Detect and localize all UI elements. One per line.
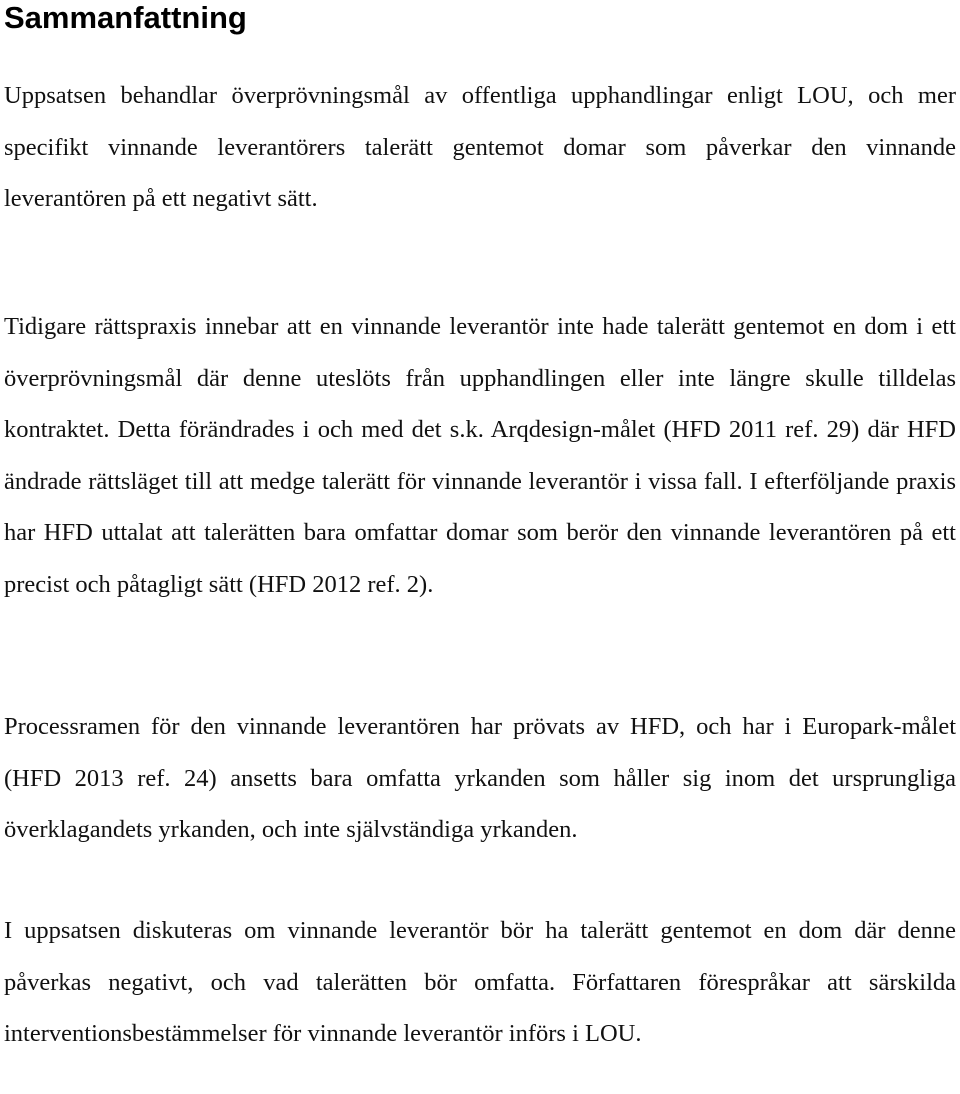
paragraph-3: Processramen för den vinnande leverantören har prövats av HFD, och har i Europark-målet (HFD 2013 ref. 24) ansetts bara omfatta yrkanden som håller sig inom det ursprungliga överklagandets yrkanden, och inte självständiga yrkanden.: [4, 713, 956, 843]
paragraph-4: I uppsatsen diskuteras om vinnande leverantör bör ha talerätt gentemot en dom där denne påverkas negativt, och vad talerätten bör omfatta. Författaren förespråkar att särskilda interventionsbestämmelser för vinnande leverantör införs i LOU.: [4, 917, 956, 1047]
paragraph-1: Uppsatsen behandlar överprövningsmål av offentliga upphandlingar enligt LOU, och mer specifikt vinnande leverantörers talerätt gentemot domar som påverkar den vinnande leverantören på ett negativt sätt.: [4, 82, 956, 212]
section-heading: Sammanfattning: [4, 0, 247, 35]
paragraph-2: Tidigare rättspraxis innebar att en vinnande leverantör inte hade talerätt gentemot en dom i ett överprövningsmål där denne uteslöts från upphandlingen eller inte längre skulle tilldelas kontraktet. Detta förändrades i och med det s.k. Arqdesign-målet (HFD 2011 ref. 29) där HFD ändrade rättsläget till att medge talerätt för vinnande leverantör i vissa fall. I efterföljande praxis har HFD uttalat att talerätten bara omfattar domar som berör den vinnande leverantören på ett precist och påtagligt sätt (HFD 2012 ref. 2).: [4, 313, 956, 598]
